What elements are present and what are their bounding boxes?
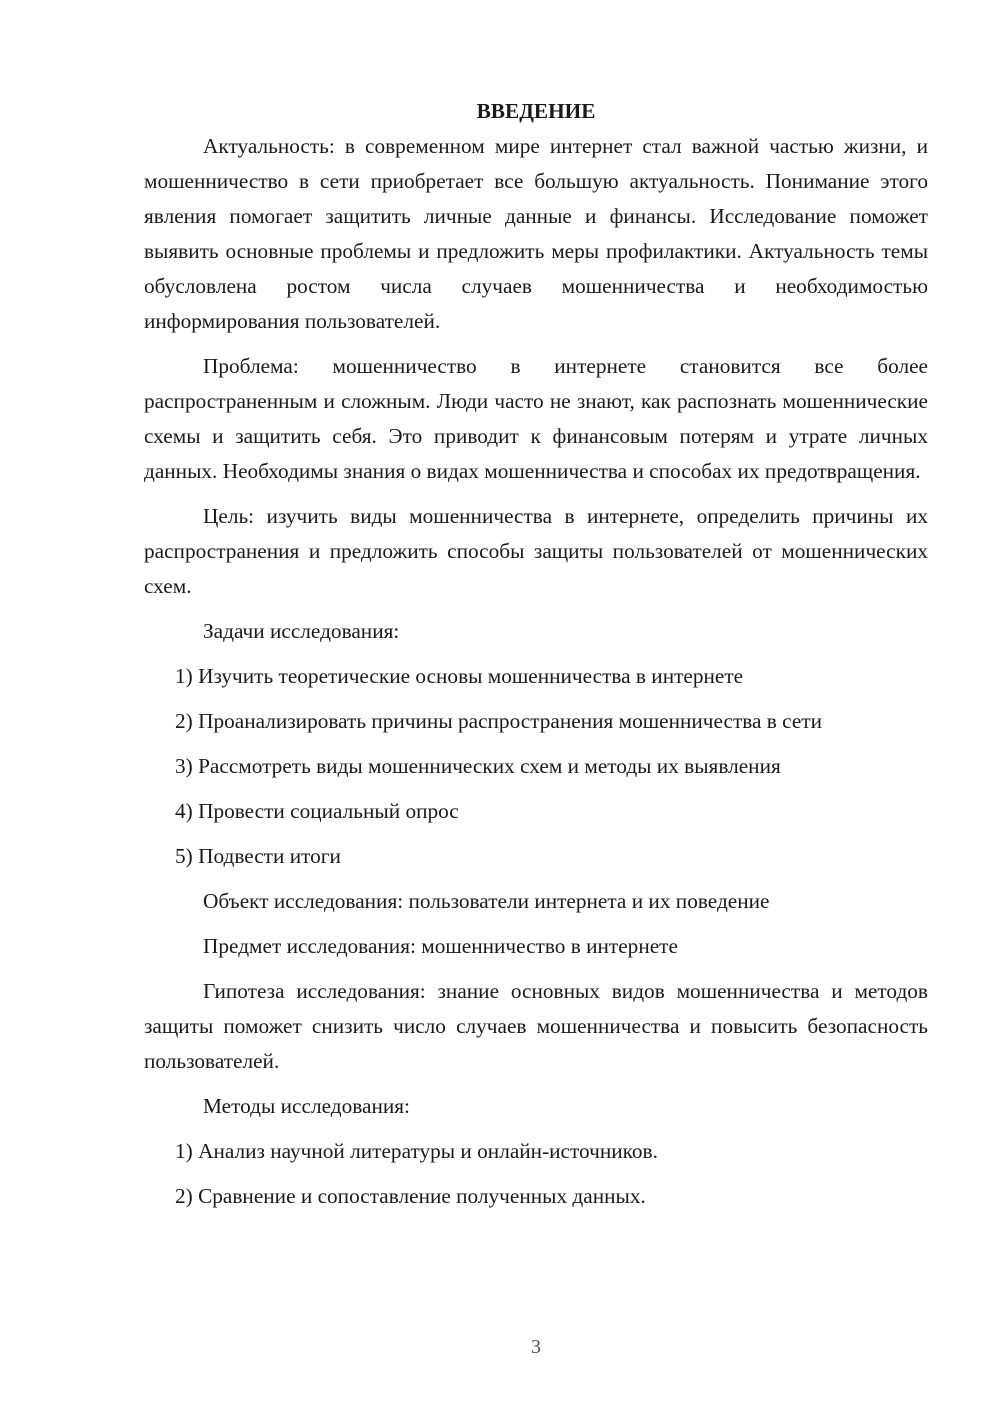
tasks-heading: Задачи исследования: — [203, 619, 400, 643]
task-item: 4) Провести социальный опрос — [175, 799, 459, 823]
problem-paragraph: Проблема: мошенничество в интернете становится все более распространенным и сложным. Люди часто не знают, как распознать мошеннические схемы и защитить себя. Это приводит к финансовым потерям и утрате личных данных. Необходимы знания о видах мошенничества и способах их предотвращения. — [144, 354, 928, 483]
task-item: 2) Проанализировать причины распространения мошенничества в сети — [175, 709, 823, 733]
page-number: 3 — [531, 1336, 541, 1358]
hypothesis-paragraph: Гипотеза исследования: знание основных видов мошенничества и методов защиты поможет снизить число случаев мошенничества и повысить безопасность пользователей. — [144, 979, 928, 1073]
object-paragraph: Объект исследования: пользователи интернета и их поведение — [203, 889, 770, 913]
subject-paragraph: Предмет исследования: мошенничество в интернете — [203, 934, 678, 958]
method-item: 1) Анализ научной литературы и онлайн-источников. — [175, 1139, 658, 1163]
goal-paragraph: Цель: изучить виды мошенничества в интернете, определить причины их распространения и предложить способы защиты пользователей от мошеннических схем. — [144, 504, 928, 598]
method-item: 2) Сравнение и сопоставление полученных данных. — [175, 1184, 646, 1208]
page-title: ВВЕДЕНИЕ — [476, 99, 596, 123]
task-item: 5) Подвести итоги — [175, 844, 341, 868]
methods-heading: Методы исследования: — [203, 1094, 410, 1118]
task-item: 1) Изучить теоретические основы мошенничества в интернете — [175, 664, 744, 688]
task-item: 3) Рассмотреть виды мошеннических схем и методы их выявления — [175, 754, 781, 778]
actuality-paragraph: Актуальность: в современном мире интернет стал важной частью жизни, и мошенничество в сети приобретает все большую актуальность. Понимание этого явления помогает защитить личные данные и финансы. Исследование поможет выявить основные проблемы и предложить меры профилактики. Актуальность темы обусловлена ростом числа случаев мошенничества и необходимостью информирования пользователей. — [144, 134, 928, 333]
